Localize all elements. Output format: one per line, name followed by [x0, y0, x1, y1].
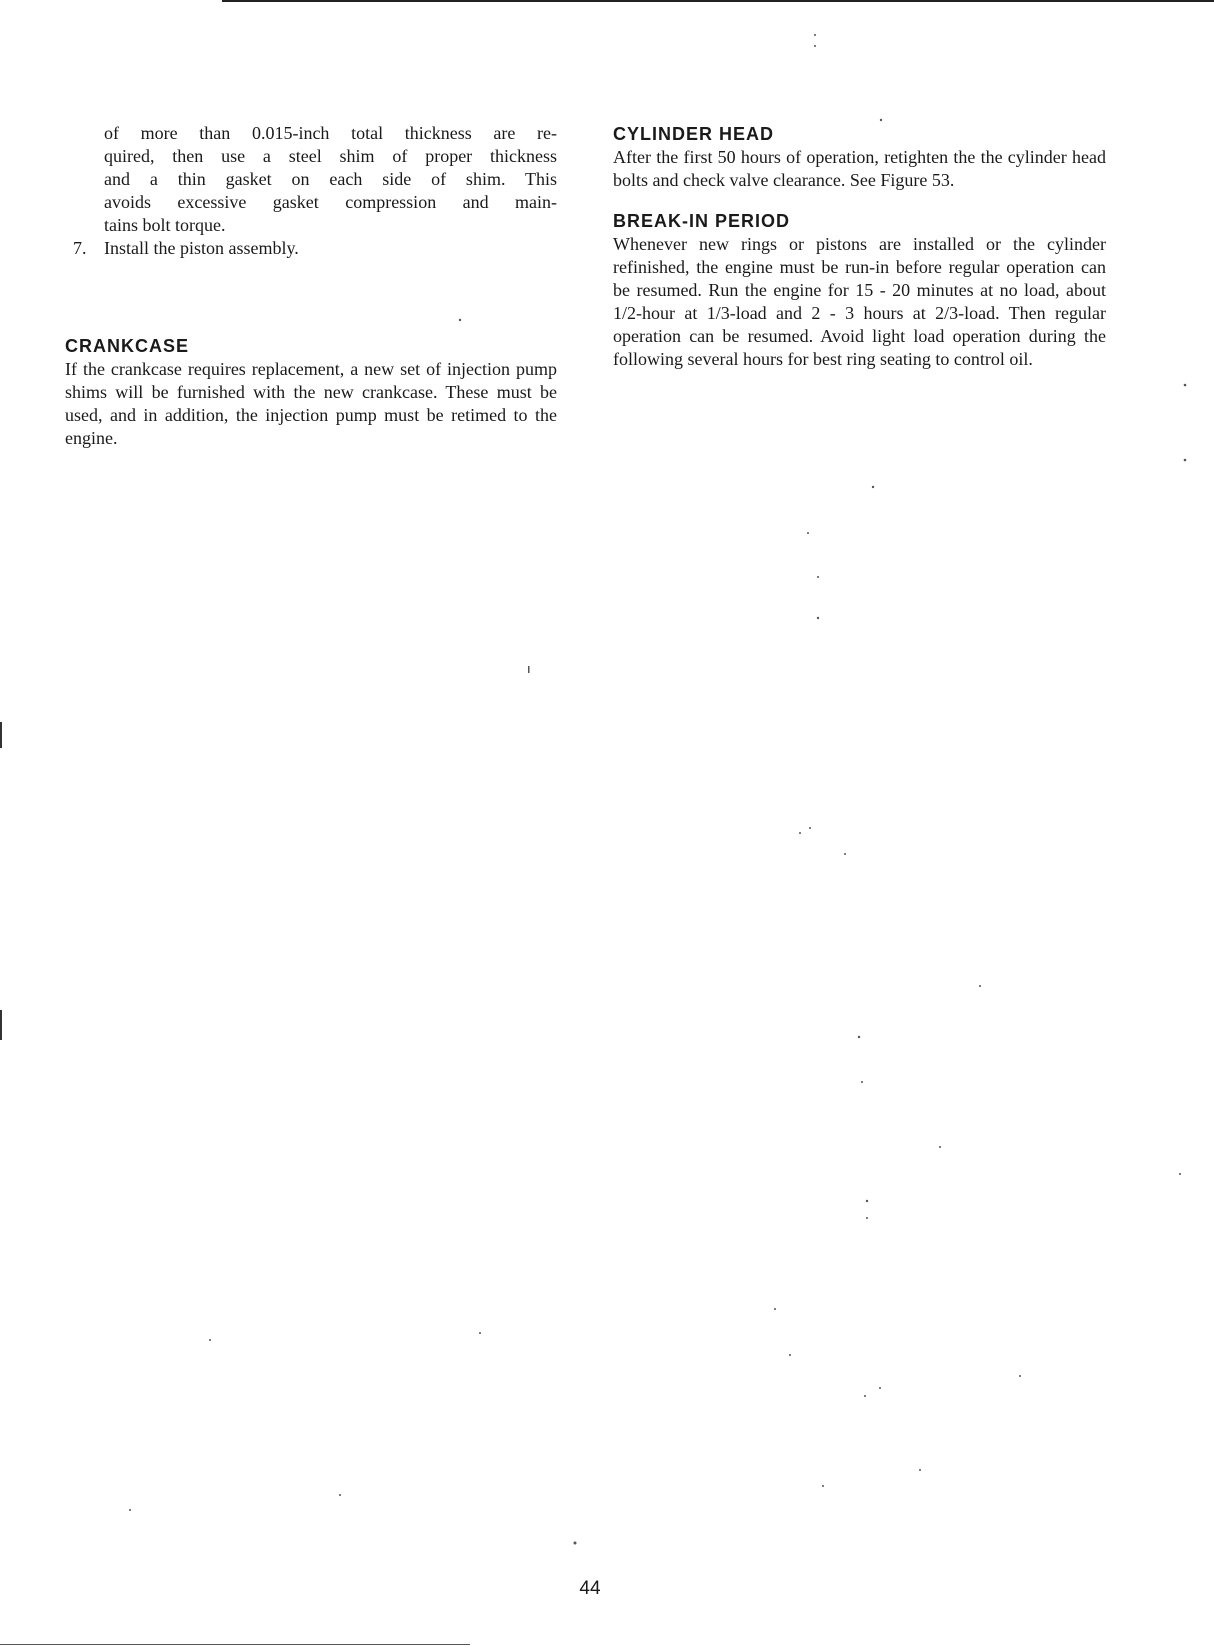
step-number: 7.	[73, 238, 87, 258]
page-number: 44	[579, 1578, 601, 1599]
right-column	[613, 122, 1106, 371]
step-item	[65, 237, 557, 260]
paragraph-line: avoids excessive gasket compression and main-	[104, 192, 557, 212]
scan-edge-mark	[0, 1010, 2, 1040]
crankcase-paragraph: If the crankcase requires replacement, a new set of injection pump shims will be furnished with the new crankcase. These must be used, and in addition, the injection pump must be retimed to the engine.	[65, 359, 557, 448]
cylinder-head-paragraph: After the first 50 hours of operation, retighten the the cylinder head bolts and check valve clearance. See Figure 53.	[613, 147, 1106, 190]
paragraph-line: quired, then use a steel shim of proper thickness	[104, 146, 557, 166]
top-rule	[222, 0, 1214, 2]
section-heading-cylinder-head: CYLINDER HEAD	[613, 124, 775, 144]
scan-edge-mark	[0, 722, 2, 748]
section-heading-crankcase: CRANKCASE	[65, 336, 190, 356]
paragraph-line: and a thin gasket on each side of shim. This	[104, 169, 557, 189]
paragraph-line: tains bolt torque.	[104, 215, 226, 235]
continued-paragraph	[65, 122, 557, 237]
bottom-rule	[0, 1644, 470, 1645]
left-column	[65, 122, 557, 450]
section-heading-break-in-period: BREAK-IN PERIOD	[613, 211, 791, 231]
step-text: Install the piston assembly.	[104, 238, 299, 258]
break-in-paragraph: Whenever new rings or pistons are installed or the cylinder refinished, the engine must be run-in before regular operation can be resumed. Run the engine for 15 - 20 minutes at no load, about 1/2-hour at 1/3-load and 2 - 3 hours at 2/3-load. Then regular operation can be resumed. Avoid light load operation during the following several hours for best ring seating to control oil.	[613, 234, 1106, 369]
paragraph-line: of more than 0.015-inch total thickness are re-	[104, 123, 557, 143]
